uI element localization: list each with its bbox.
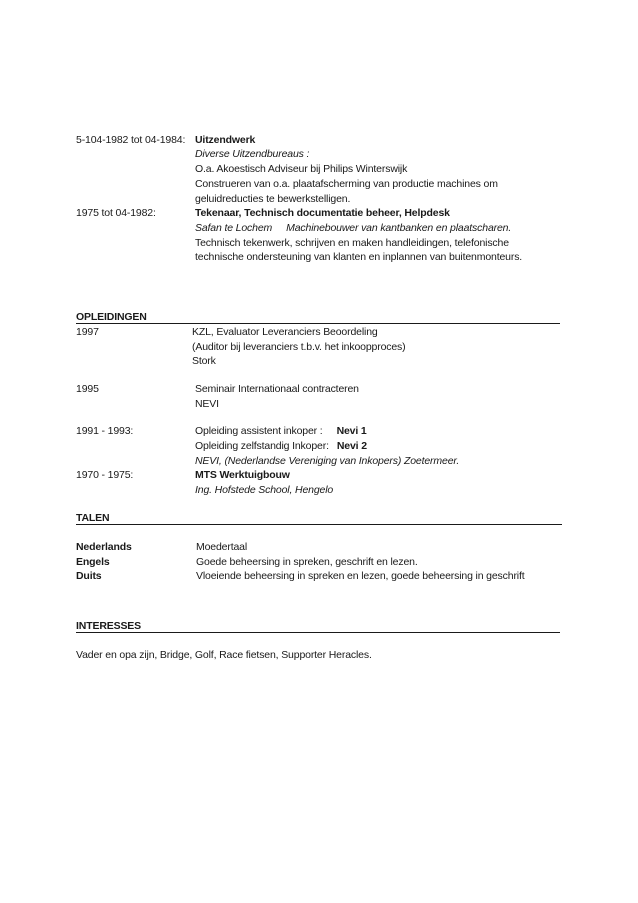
interests-text: Vader en opa zijn, Bridge, Golf, Race fietsen, Supporter Heracles. <box>76 649 372 661</box>
experience-detail: technische ondersteuning van klanten en inplannen van buitenmonteurs. <box>195 251 523 263</box>
education-course: Opleiding zelfstandig Inkoper: <box>195 440 329 452</box>
language-name: Engels <box>76 556 110 568</box>
language-level: Goede beheersing in spreken, geschrift en lezen. <box>196 556 418 568</box>
experience-title: Tekenaar, Technisch documentatie beheer, Helpdesk <box>195 207 450 219</box>
education-line: NEVI <box>195 398 219 410</box>
language-name: Duits <box>76 570 102 582</box>
education-line: Stork <box>192 355 216 367</box>
education-line: KZL, Evaluator Leveranciers Beoordeling <box>192 326 378 338</box>
education-course: Opleiding assistent inkoper : <box>195 425 323 437</box>
education-course-line <box>195 425 367 438</box>
education-course-line <box>195 440 367 453</box>
experience-period: 1975 tot 04-1982: <box>76 207 156 219</box>
education-title: MTS Werktuigbouw <box>195 469 290 481</box>
experience-employer: Safan te Lochem <box>195 222 273 234</box>
education-course-badge: Nevi 1 <box>336 425 367 437</box>
experience-detail: geluidreducties te bewerkstelligen. <box>195 193 351 205</box>
education-school: Ing. Hofstede School, Hengelo <box>195 484 334 496</box>
language-level: Vloeiende beheersing in spreken en lezen, goede beheersing in geschrift <box>196 570 525 582</box>
experience-detail: Construeren van o.a. plaatafscherming van productie machines om <box>195 178 498 190</box>
experience-title: Uitzendwerk <box>195 134 256 146</box>
education-heading: OPLEIDINGEN <box>76 311 560 324</box>
experience-employer-line <box>195 222 511 235</box>
education-year: 1970 - 1975: <box>76 469 134 481</box>
education-year: 1991 - 1993: <box>76 425 134 437</box>
education-year: 1995 <box>76 383 99 395</box>
education-institute: NEVI, (Nederlandse Vereniging van Inkopers) Zoetermeer. <box>195 455 460 467</box>
education-course-badge: Nevi 2 <box>336 440 367 452</box>
language-level: Moedertaal <box>196 541 248 553</box>
interests-heading: INTERESSES <box>76 620 560 633</box>
experience-employer: Diverse Uitzendbureaus : <box>195 148 310 160</box>
experience-employer-desc: Machinebouwer van kantbanken en plaatscharen. <box>286 222 512 234</box>
education-year: 1997 <box>76 326 99 338</box>
experience-period: 5-104-1982 tot 04-1984: <box>76 134 186 146</box>
experience-detail: Technisch tekenwerk, schrijven en maken handleidingen, telefonische <box>195 237 509 249</box>
education-line: (Auditor bij leveranciers t.b.v. het inkoopproces) <box>192 341 406 353</box>
education-line: Seminair Internationaal contracteren <box>195 383 359 395</box>
languages-heading: TALEN <box>76 512 562 525</box>
language-name: Nederlands <box>76 541 132 553</box>
experience-detail: O.a. Akoestisch Adviseur bij Philips Winterswijk <box>195 163 408 175</box>
